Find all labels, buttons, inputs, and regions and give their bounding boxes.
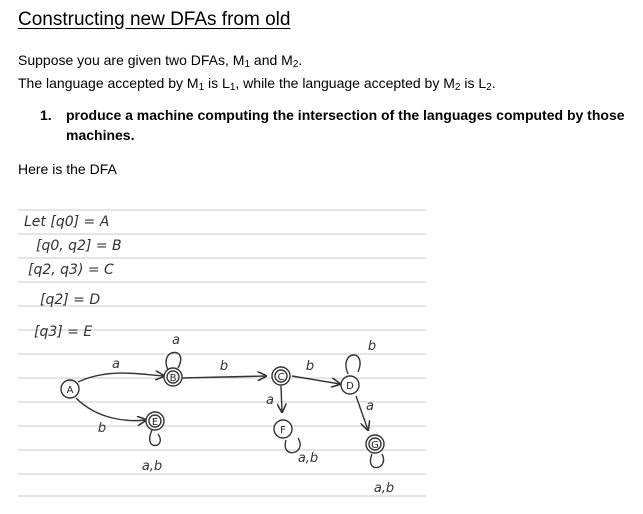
loop-g <box>370 454 383 468</box>
edge-a-e <box>76 398 146 421</box>
edge-c-f <box>281 386 282 412</box>
state-d-label: D <box>346 381 354 392</box>
state-e-label: E <box>151 417 159 428</box>
edge-label-c-f: a <box>266 393 274 408</box>
loop-label-d: b <box>367 339 377 354</box>
edge-label-a-e: b <box>97 421 107 436</box>
state-a-label: A <box>66 385 74 396</box>
mapping-d: [q2] = D <box>40 292 101 308</box>
mapping-b: [q0, q2] = B <box>36 238 122 254</box>
task-number: 1. <box>40 107 52 123</box>
edge-label-b-c: b <box>219 359 229 374</box>
state-c-label: C <box>277 372 285 383</box>
edge-label-c-d: b <box>305 359 315 374</box>
edge-label-a-b: a <box>112 357 120 372</box>
loop-label-e: a,b <box>141 459 163 474</box>
loop-d <box>346 355 360 374</box>
task-item <box>40 105 630 145</box>
mapping-a: Let [q0] = A <box>24 214 110 230</box>
lead-text: Here is the DFA <box>18 161 117 177</box>
dfa-sketch <box>18 198 426 504</box>
edge-c-d <box>292 376 340 384</box>
loop-label-g: a,b <box>373 481 395 496</box>
intro-line-2: The language accepted by $M_1$ is $L_1$, while the language accepted by $M_2$ is $L_2$. <box>18 75 496 93</box>
intro-line-1: Suppose you are given two DFAs, $M_1$ and $M_2$. <box>18 52 303 70</box>
mapping-c: [q2, q3) = C <box>28 262 114 278</box>
loop-label-f: a,b <box>297 451 319 466</box>
state-g-label: G <box>371 440 379 451</box>
edge-label-d-g: a <box>366 399 374 414</box>
loop-e <box>150 430 161 446</box>
state-f-label: F <box>280 425 286 436</box>
page-title: Constructing new DFAs from old <box>18 9 291 30</box>
task-text: produce a machine computing the intersection of the languages computed by those machines. <box>66 107 625 143</box>
mapping-e: [q3] = E <box>34 324 93 340</box>
state-b-label: B <box>169 373 177 384</box>
loop-label-b: a <box>172 333 180 348</box>
intro-text <box>18 51 496 97</box>
